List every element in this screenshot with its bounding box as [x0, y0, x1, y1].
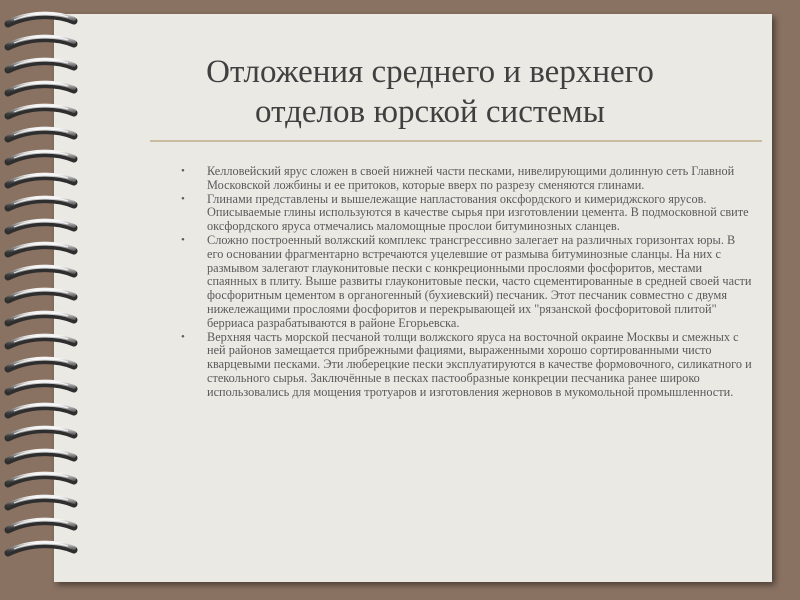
spiral-coil-icon [8, 152, 74, 162]
spiral-coil-icon [8, 520, 74, 530]
spiral-coil-icon [8, 60, 74, 70]
spiral-coil-icon [8, 175, 74, 185]
bullet-dot-icon: • [181, 330, 185, 343]
list-item-text: Глинами представлены и вышележащие напластования оксфордского и кимериджского ярусов. Описываемые глины используются в качестве сырья при изготовлении цемента. В подмосковной свите оксфордского яруса отмечались маломощные прослои битуминозных сланцев. [207, 191, 749, 234]
spiral-coil-icon [8, 267, 74, 277]
list-item-text: Верхняя часть морской песчаной толщи волжского яруса на восточной окраине Москвы и смежных с ней районов замещается прибрежными фациями, выраженными хорошо сортированными чисто кварцевыми песками. Эти люберецкие пески эксплуатируются в качестве формовочного, силикатного и стекольного сырья. Заключённые в песках пастообразные конкреции песчаника ранее широко использовались для мощения тротуаров и изготовления жерновов в мукомольной промышленности. [207, 329, 752, 399]
title-divider [150, 140, 762, 142]
title-line-1: Отложения среднего и верхнего [206, 54, 654, 90]
list-item [181, 331, 753, 400]
bullet-list [181, 165, 753, 400]
spiral-coil-icon [8, 106, 74, 116]
spiral-coil-icon [8, 129, 74, 139]
spiral-coil-icon [8, 198, 74, 208]
bullet-dot-icon: • [181, 165, 185, 177]
spiral-coil-icon [8, 359, 74, 369]
spiral-coil-icon [8, 244, 74, 254]
spiral-coil-icon [8, 474, 74, 484]
spiral-coil-icon [8, 543, 74, 553]
title-line-2: отделов юрской системы [255, 94, 605, 130]
list-item [181, 193, 753, 234]
spiral-coil-icon [8, 221, 74, 231]
list-item [181, 234, 753, 331]
bullet-dot-icon: • [181, 192, 185, 205]
spiral-binding [0, 0, 100, 600]
spiral-coil-icon [8, 428, 74, 438]
spiral-coil-icon [8, 37, 74, 47]
list-item [181, 165, 753, 193]
bullet-dot-icon: • [181, 233, 185, 246]
slide-title [150, 52, 710, 132]
list-item-text: Келловейский ярус сложен в своей нижней части песками, нивелирующими долинную сеть Главной Московской ложбины и ее притоков, которые вверх по разрезу сменяются глинами. [207, 164, 735, 192]
spiral-coil-icon [8, 14, 74, 24]
spiral-coil-icon [8, 497, 74, 507]
spiral-coil-icon [8, 290, 74, 300]
spiral-coil-icon [8, 83, 74, 93]
spiral-coil-icon [8, 451, 74, 461]
spiral-coil-icon [8, 313, 74, 323]
spiral-coil-icon [8, 336, 74, 346]
spiral-coil-icon [8, 382, 74, 392]
list-item-text: Сложно построенный волжский комплекс трансгрессивно залегает на различных горизонтах юры. В его основании фрагментарно встречаются уцелевшие от размыва битуминозные сланцы. На них с размывом залегают глауконитовые пески с конкреционными прослоями фосфоритов, местами спаянных в плиту. Выше развиты глауконитовые пески, часто сцементированные в средней своей части фосфоритным цементом в органогенный (бухиевский) песчаник. Этот песчаник совместно с двумя нижележащими прослоями фосфоритов и перекрывающей их "рязанской фосфоритовой плитой" берриаса разрабатываются в районе Егорьевска. [207, 232, 752, 330]
spiral-coil-icon [8, 405, 74, 415]
